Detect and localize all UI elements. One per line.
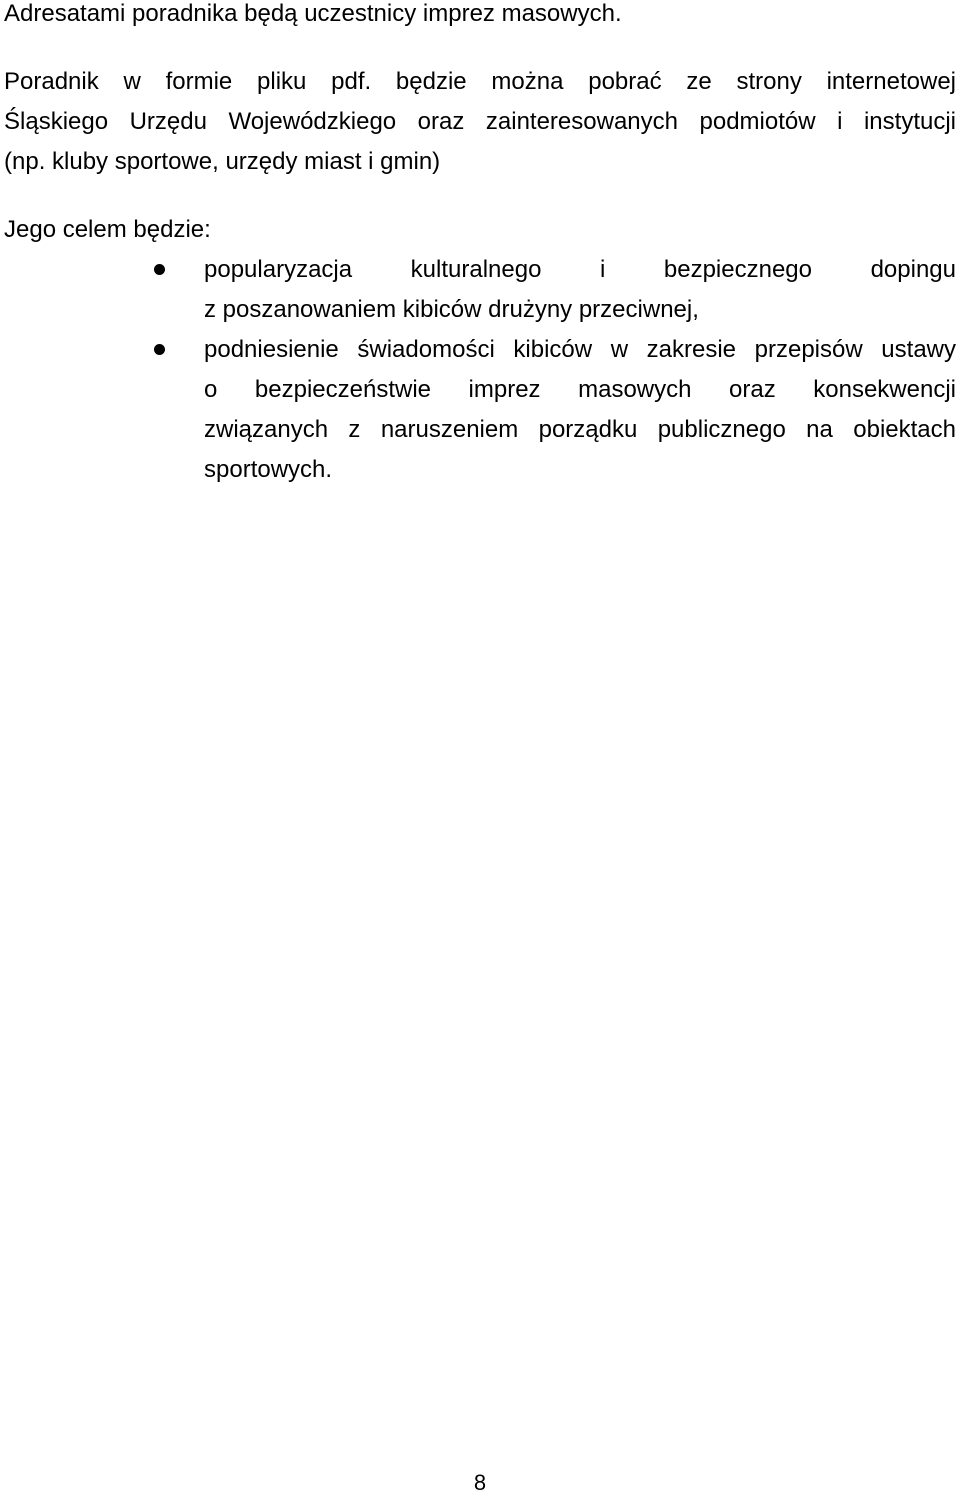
download-line-1: Poradnik w formie pliku pdf. będzie można pobrać ze strony internetowej	[4, 68, 956, 95]
list-item-line: popularyzacja kulturalnego i bezpiecznego dopingu	[204, 256, 956, 283]
list-item-line: o bezpieczeństwie imprez masowych oraz konsekwencji	[204, 376, 956, 403]
goal-heading	[4, 210, 956, 250]
list-item-line: sportowych.	[204, 456, 333, 483]
list-item	[0, 250, 960, 330]
bullet-icon	[154, 264, 165, 275]
download-paragraph	[4, 62, 956, 182]
intro-paragraph	[4, 0, 956, 34]
intro-text: Adresatami poradnika będą uczestnicy imprez masowych.	[4, 0, 622, 27]
download-line-2: Śląskiego Urzędu Wojewódzkiego oraz zainteresowanych podmiotów i instytucji	[4, 108, 956, 135]
list-item-line: z poszanowaniem kibiców drużyny przeciwnej,	[204, 296, 699, 323]
bullet-icon	[154, 344, 165, 355]
download-line-3: (np. kluby sportowe, urzędy miast i gmin)	[4, 148, 441, 175]
goal-heading-text: Jego celem będzie:	[4, 216, 211, 243]
list-item	[0, 330, 960, 490]
page-number: 8	[473, 1470, 487, 1495]
goals-list	[0, 250, 960, 490]
list-item-line: związanych z naruszeniem porządku publicznego na obiektach	[204, 416, 956, 443]
list-item-line: podniesienie świadomości kibiców w zakresie przepisów ustawy	[204, 336, 956, 363]
